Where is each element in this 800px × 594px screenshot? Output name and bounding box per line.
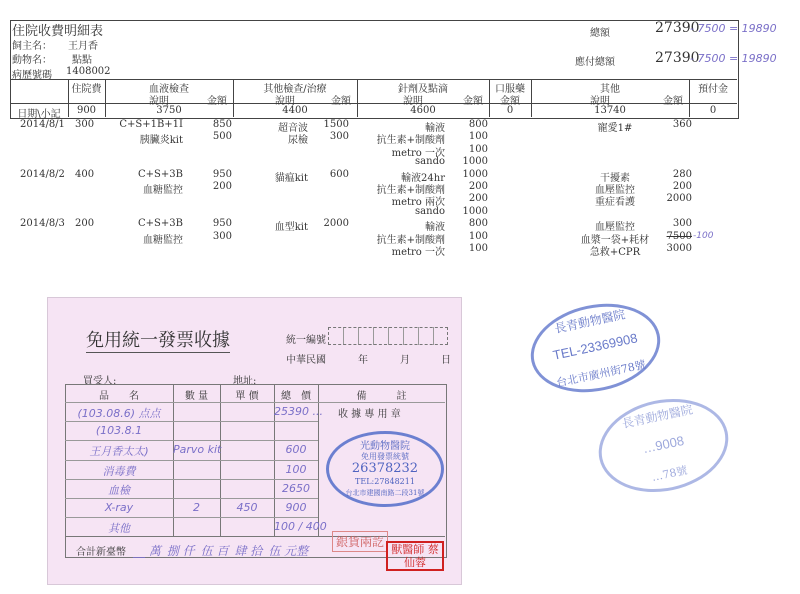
line-id: sando (415, 156, 445, 168)
stamp-note: 收 據 專 用 章 (338, 409, 401, 420)
line-md: 血漿一袋+耗材 (580, 234, 650, 246)
header-desc: 說明 (403, 96, 423, 107)
line-boarding: 200 (75, 218, 95, 230)
receipt-header: 單 價 (235, 391, 259, 402)
line-date: 2014/8/2 (20, 168, 65, 180)
subtotal-label: 日期\小記 (17, 109, 61, 120)
animal-label: 動物名： (12, 55, 52, 66)
line-id: metro 一次 (391, 247, 445, 258)
line-id: metro 一次 (391, 147, 445, 159)
line-id: 輸液24hr (401, 172, 445, 184)
line-bd: 血糖監控 (143, 185, 183, 196)
receipt-header: 數 量 (184, 391, 209, 402)
line-md: 寵愛1# (597, 123, 633, 134)
receipt-row-divider (318, 402, 445, 403)
line-md: 干擾素 (600, 172, 630, 184)
line-id: 抗生素+制酸劑 (376, 185, 445, 196)
header-blood: 血液檢查 (149, 84, 189, 95)
clinic-stamp-name: 光動物醫院 (360, 441, 410, 452)
line-id: 輸液 (425, 222, 445, 234)
line-boarding: 300 (75, 119, 95, 130)
record-number: 1408002 (66, 66, 111, 77)
line-oa: 2000 (323, 218, 349, 230)
receipt-item-total: 900 (285, 501, 307, 514)
line-ba: 950 (212, 218, 232, 230)
clinic-stamp-number: 26378232 (351, 461, 419, 476)
line-md: 血壓監控 (595, 185, 635, 196)
subtotal-oral: 0 (506, 105, 514, 116)
total-label: 總額 (590, 28, 610, 39)
receipt-row-divider (65, 498, 318, 499)
receipt-item-name: (103.08.6) 点点 (77, 407, 161, 420)
receipt-row-divider (65, 421, 318, 422)
header-oral: 口服藥 (495, 84, 525, 95)
line-ia: 200 (468, 193, 488, 205)
receipt (47, 297, 462, 585)
receipt-row-divider (65, 460, 318, 461)
clinic-stamp (326, 431, 444, 507)
receipt-item-qty: 2 (193, 501, 200, 514)
receipt-item-name: 其他 (108, 522, 130, 536)
month-label: 月 (400, 355, 410, 366)
sum-part: 肆 拾 (234, 544, 263, 558)
receipt-header: 總 價 (281, 391, 311, 402)
line-ma: 2000 (666, 193, 692, 205)
header-injection: 針劑及點滴 (398, 84, 448, 95)
header-amount: 金額 (663, 96, 683, 107)
year-label: 年 (358, 355, 368, 366)
sum-part: 捌 仟 (166, 544, 195, 558)
line-ia: 1000 (462, 156, 488, 168)
day-label: 日 (441, 355, 451, 366)
header-other_exam: 其他檢查/治療 (263, 84, 327, 95)
line-boarding: 400 (75, 168, 95, 180)
line-ia: 100 (468, 230, 488, 242)
line-ba: 850 (212, 119, 232, 130)
subtotal-misc: 13740 (594, 105, 626, 116)
line-date: 2014/8/3 (20, 218, 65, 230)
receipt-title: 免用統一發票收據 (86, 326, 230, 353)
line-od: 超音波 (278, 123, 308, 134)
stamp-tel: …9008 (641, 432, 686, 456)
line-id: metro 兩次 (391, 197, 445, 209)
line-ma: 360 (672, 119, 692, 130)
line-ma: 200 (672, 181, 692, 192)
receipt-item-total: 2650 (282, 481, 310, 495)
line-ia: 200 (468, 181, 488, 192)
line-ia: 800 (468, 218, 488, 230)
header-desc: 說明 (275, 96, 295, 107)
receipt-item-name: 王月香太太) (89, 445, 149, 459)
header-misc: 其他 (600, 84, 620, 95)
line-ia: 800 (468, 119, 488, 130)
hospital-stamp (522, 292, 668, 403)
line-id: sando (415, 205, 445, 217)
line-id: 輸液 (425, 123, 445, 134)
line-ma: 3000 (666, 243, 692, 254)
record-label: 病歷號碼 (12, 70, 52, 81)
address-label: 地址: (233, 376, 257, 387)
line-ma: 7500 (666, 230, 692, 242)
line-ia: 100 (468, 143, 488, 155)
receipt-item-name: 消毒費 (102, 464, 136, 478)
line-ia: 1000 (462, 205, 488, 217)
line-ma: 300 (672, 218, 692, 230)
line-od: 血型kit (274, 222, 308, 234)
owner-name: 王月香 (68, 41, 98, 52)
sum-label: 合計新臺幣 (76, 547, 126, 558)
line-bd: C+S+1B+1I (119, 119, 183, 130)
buyer-label: 買受人: (83, 376, 117, 387)
line-amount-note: -100 (693, 230, 714, 241)
goods-delivered-stamp: 銀貨兩訖 (332, 531, 388, 552)
stamp-address: 台北市廣州街78號 (555, 358, 647, 390)
total-amount: 27390 (655, 20, 700, 36)
header-amount: 金額 (207, 96, 227, 107)
receipt-row-divider (65, 402, 318, 403)
clinic-stamp-tel: TEL:27848211 (355, 477, 415, 486)
header-amount: 金額 (463, 96, 483, 107)
payable-note: - 7500 = 19890 (690, 52, 777, 65)
hospital-stamp (590, 387, 737, 503)
header-desc: 說明 (149, 96, 169, 107)
line-date: 2014/8/1 (20, 119, 65, 130)
line-ba: 300 (212, 230, 232, 242)
sum-part: 伍 元整 (268, 544, 309, 558)
owner-label: 飼主名： (12, 41, 52, 52)
line-ba: 500 (212, 131, 232, 143)
receipt-item-qty: Parvo kit (173, 443, 222, 457)
line-md: 血壓監控 (595, 222, 635, 234)
receipt-header: 備 註 (356, 391, 407, 402)
line-ba: 200 (212, 181, 232, 192)
payable-amount: 27390 (655, 50, 700, 66)
receipt-row-divider (65, 479, 318, 480)
sum-part: 伍 百 (200, 544, 229, 558)
line-id: 抗生素+制酸劑 (376, 234, 445, 246)
payable-label: 應付總額 (575, 57, 615, 68)
clinic-stamp-address: 台北市建國南路二段31號 (345, 489, 425, 497)
receipt-item-total: 100 (285, 462, 307, 476)
header-boarding: 住院費 (71, 84, 102, 95)
subtotal-other_exam: 4400 (282, 105, 308, 116)
stamp-name: 長青動物醫院 (620, 402, 695, 431)
date-label: 中華民國 (286, 355, 326, 366)
total-note: - 7500 = 19890 (690, 22, 777, 35)
receipt-row-divider (65, 440, 318, 441)
sum-part: __ 萬 (133, 544, 161, 558)
subtotal-prepaid: 0 (709, 105, 717, 116)
line-ia: 100 (468, 243, 488, 254)
line-ia: 1000 (462, 168, 488, 180)
subtotal-blood: 3750 (156, 105, 182, 116)
report-title: 住院收費明細表 (12, 24, 104, 39)
stamp-name: 長青動物醫院 (553, 307, 627, 336)
clinic-stamp-line: 免用發票統號 (361, 452, 409, 461)
line-ma: 280 (672, 168, 692, 180)
receipt-row-divider (65, 517, 318, 518)
line-oa: 1500 (323, 119, 349, 130)
line-od: 尿檢 (288, 135, 308, 147)
line-bd: 血糖監控 (143, 234, 183, 246)
line-id: 抗生素+制酸劑 (376, 135, 445, 147)
header-prepaid: 預付金 (698, 84, 728, 95)
line-bd: C+S+3B (138, 168, 183, 180)
receipt-item-total: 100 / 400 (274, 520, 327, 534)
header-amount: 金額 (500, 96, 520, 107)
tax-id-boxes (328, 327, 448, 345)
receipt-item-unit: 450 (236, 501, 258, 514)
subtotal-injection: 4600 (410, 105, 436, 116)
line-ia: 100 (468, 131, 488, 143)
animal-name: 點點 (72, 55, 92, 66)
subtotal-boarding: 900 (76, 105, 97, 116)
stamp-address: …78號 (650, 463, 689, 484)
line-oa: 300 (329, 131, 349, 143)
receipt-item-total: 25390 ... (274, 405, 323, 418)
receipt-header: 品 名 (99, 391, 139, 402)
line-md: 重症看護 (595, 197, 635, 209)
line-bd: 胰臟炎kit (139, 135, 183, 147)
header-desc: 說明 (590, 96, 610, 107)
tax-id-label: 統一編號 (286, 335, 326, 346)
receipt-item-name: 血檢 (108, 483, 130, 497)
line-ba: 950 (212, 168, 232, 180)
stamp-tel: TEL-23369908 (551, 330, 639, 363)
vet-stamp: 獸醫師 蔡仙蓉 (386, 541, 444, 571)
line-oa: 600 (329, 168, 349, 180)
line-bd: C+S+3B (138, 218, 183, 230)
line-md: 急救+CPR (589, 247, 641, 258)
receipt-item-name: X-ray (104, 501, 134, 514)
receipt-item-total: 600 (285, 443, 307, 457)
receipt-item-name: (103.8.1 (95, 424, 143, 438)
header-amount: 金額 (331, 96, 351, 107)
line-od: 貓瘟kit (274, 172, 308, 184)
